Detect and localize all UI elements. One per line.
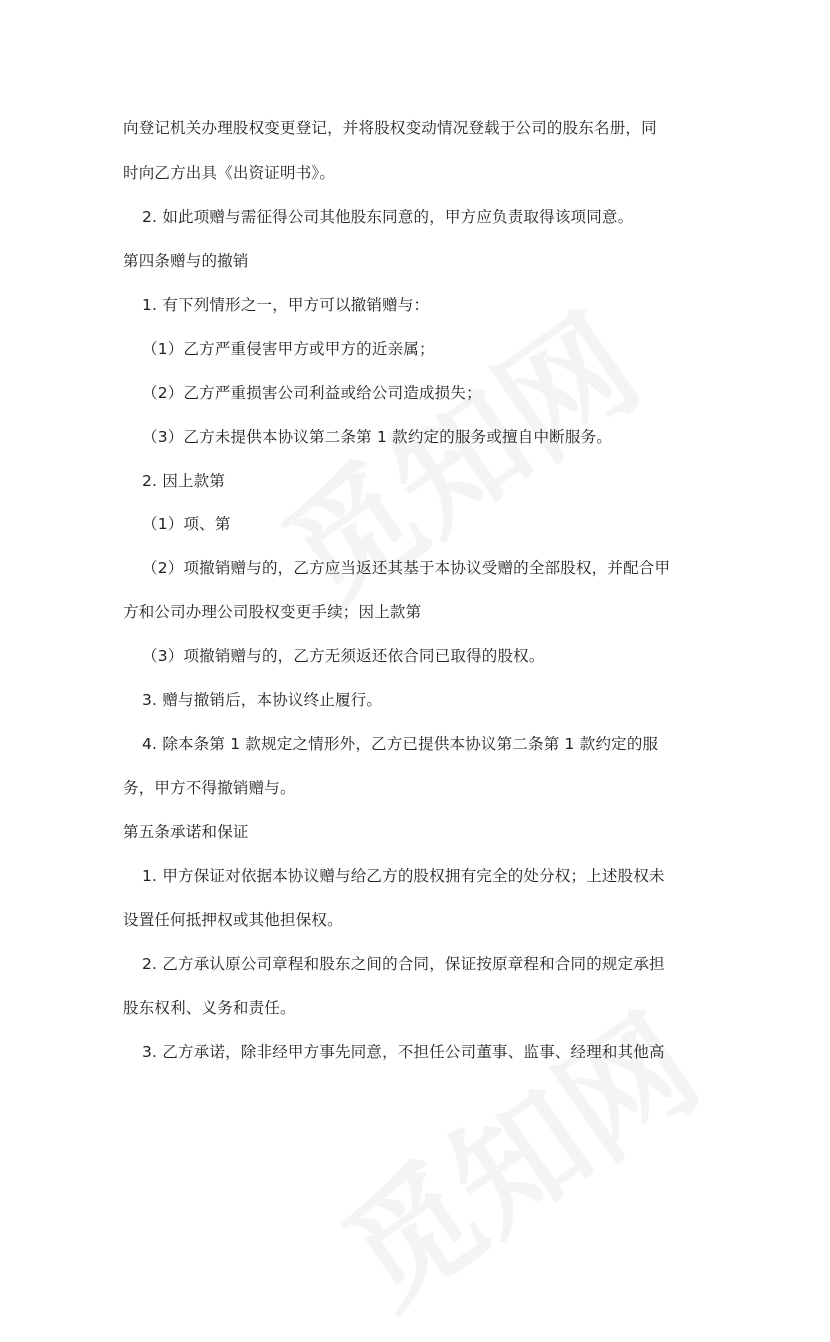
list-item: 3. 乙方承诺，除非经甲方事先同意，不担任公司董事、监事、经理和其他高 bbox=[142, 1043, 665, 1061]
list-item: （2）乙方严重损害公司利益或给公司造成损失； bbox=[142, 384, 482, 402]
watermark bbox=[242, 265, 669, 642]
list-item: （1）项、第 bbox=[142, 515, 231, 533]
list-item: 3. 赠与撤销后，本协议终止履行。 bbox=[142, 691, 383, 709]
list-item: （3）乙方未提供本协议第二条第 1 款约定的服务或擅自中断服务。 bbox=[142, 428, 612, 446]
section-heading: 第五条承诺和保证 bbox=[123, 823, 249, 841]
paragraph-line: 设置任何抵押权或其他担保权。 bbox=[123, 911, 343, 929]
paragraph-line: 股东权利、义务和责任。 bbox=[123, 999, 296, 1017]
paragraph-line: 方和公司办理公司股权变更手续；因上款第 bbox=[123, 603, 422, 621]
section-heading: 第四条赠与的撤销 bbox=[123, 252, 249, 270]
paragraph-line: 向登记机关办理股权变更登记，并将股权变动情况登载于公司的股东名册，同 bbox=[123, 119, 657, 137]
list-item: 1. 有下列情形之一，甲方可以撤销赠与： bbox=[142, 296, 430, 314]
list-item: 4. 除本条第 1 款规定之情形外，乙方已提供本协议第二条第 1 款约定的服 bbox=[142, 735, 659, 753]
paragraph-line: 时向乙方出具《出资证明书》。 bbox=[123, 164, 336, 182]
list-item: （2）项撤销赠与的，乙方应当返还其基于本协议受赠的全部股权，并配合甲 bbox=[142, 559, 671, 577]
list-item: （1）乙方严重侵害甲方或甲方的近亲属； bbox=[142, 340, 435, 358]
list-item: （3）项撤销赠与的，乙方无须返还依合同已取得的股权。 bbox=[142, 647, 545, 665]
watermark-bottom bbox=[302, 965, 729, 1342]
paragraph-line: 务，甲方不得撤销赠与。 bbox=[123, 779, 296, 797]
list-item: 2. 乙方承认原公司章程和股东之间的合同，保证按原章程和合同的规定承担 bbox=[142, 955, 665, 973]
list-item: 2. 因上款第 bbox=[142, 472, 226, 490]
list-item: 2. 如此项赠与需征得公司其他股东同意的，甲方应负责取得该项同意。 bbox=[142, 208, 634, 226]
list-item: 1. 甲方保证对依据本协议赠与给乙方的股权拥有完全的处分权；上述股权未 bbox=[142, 867, 665, 885]
